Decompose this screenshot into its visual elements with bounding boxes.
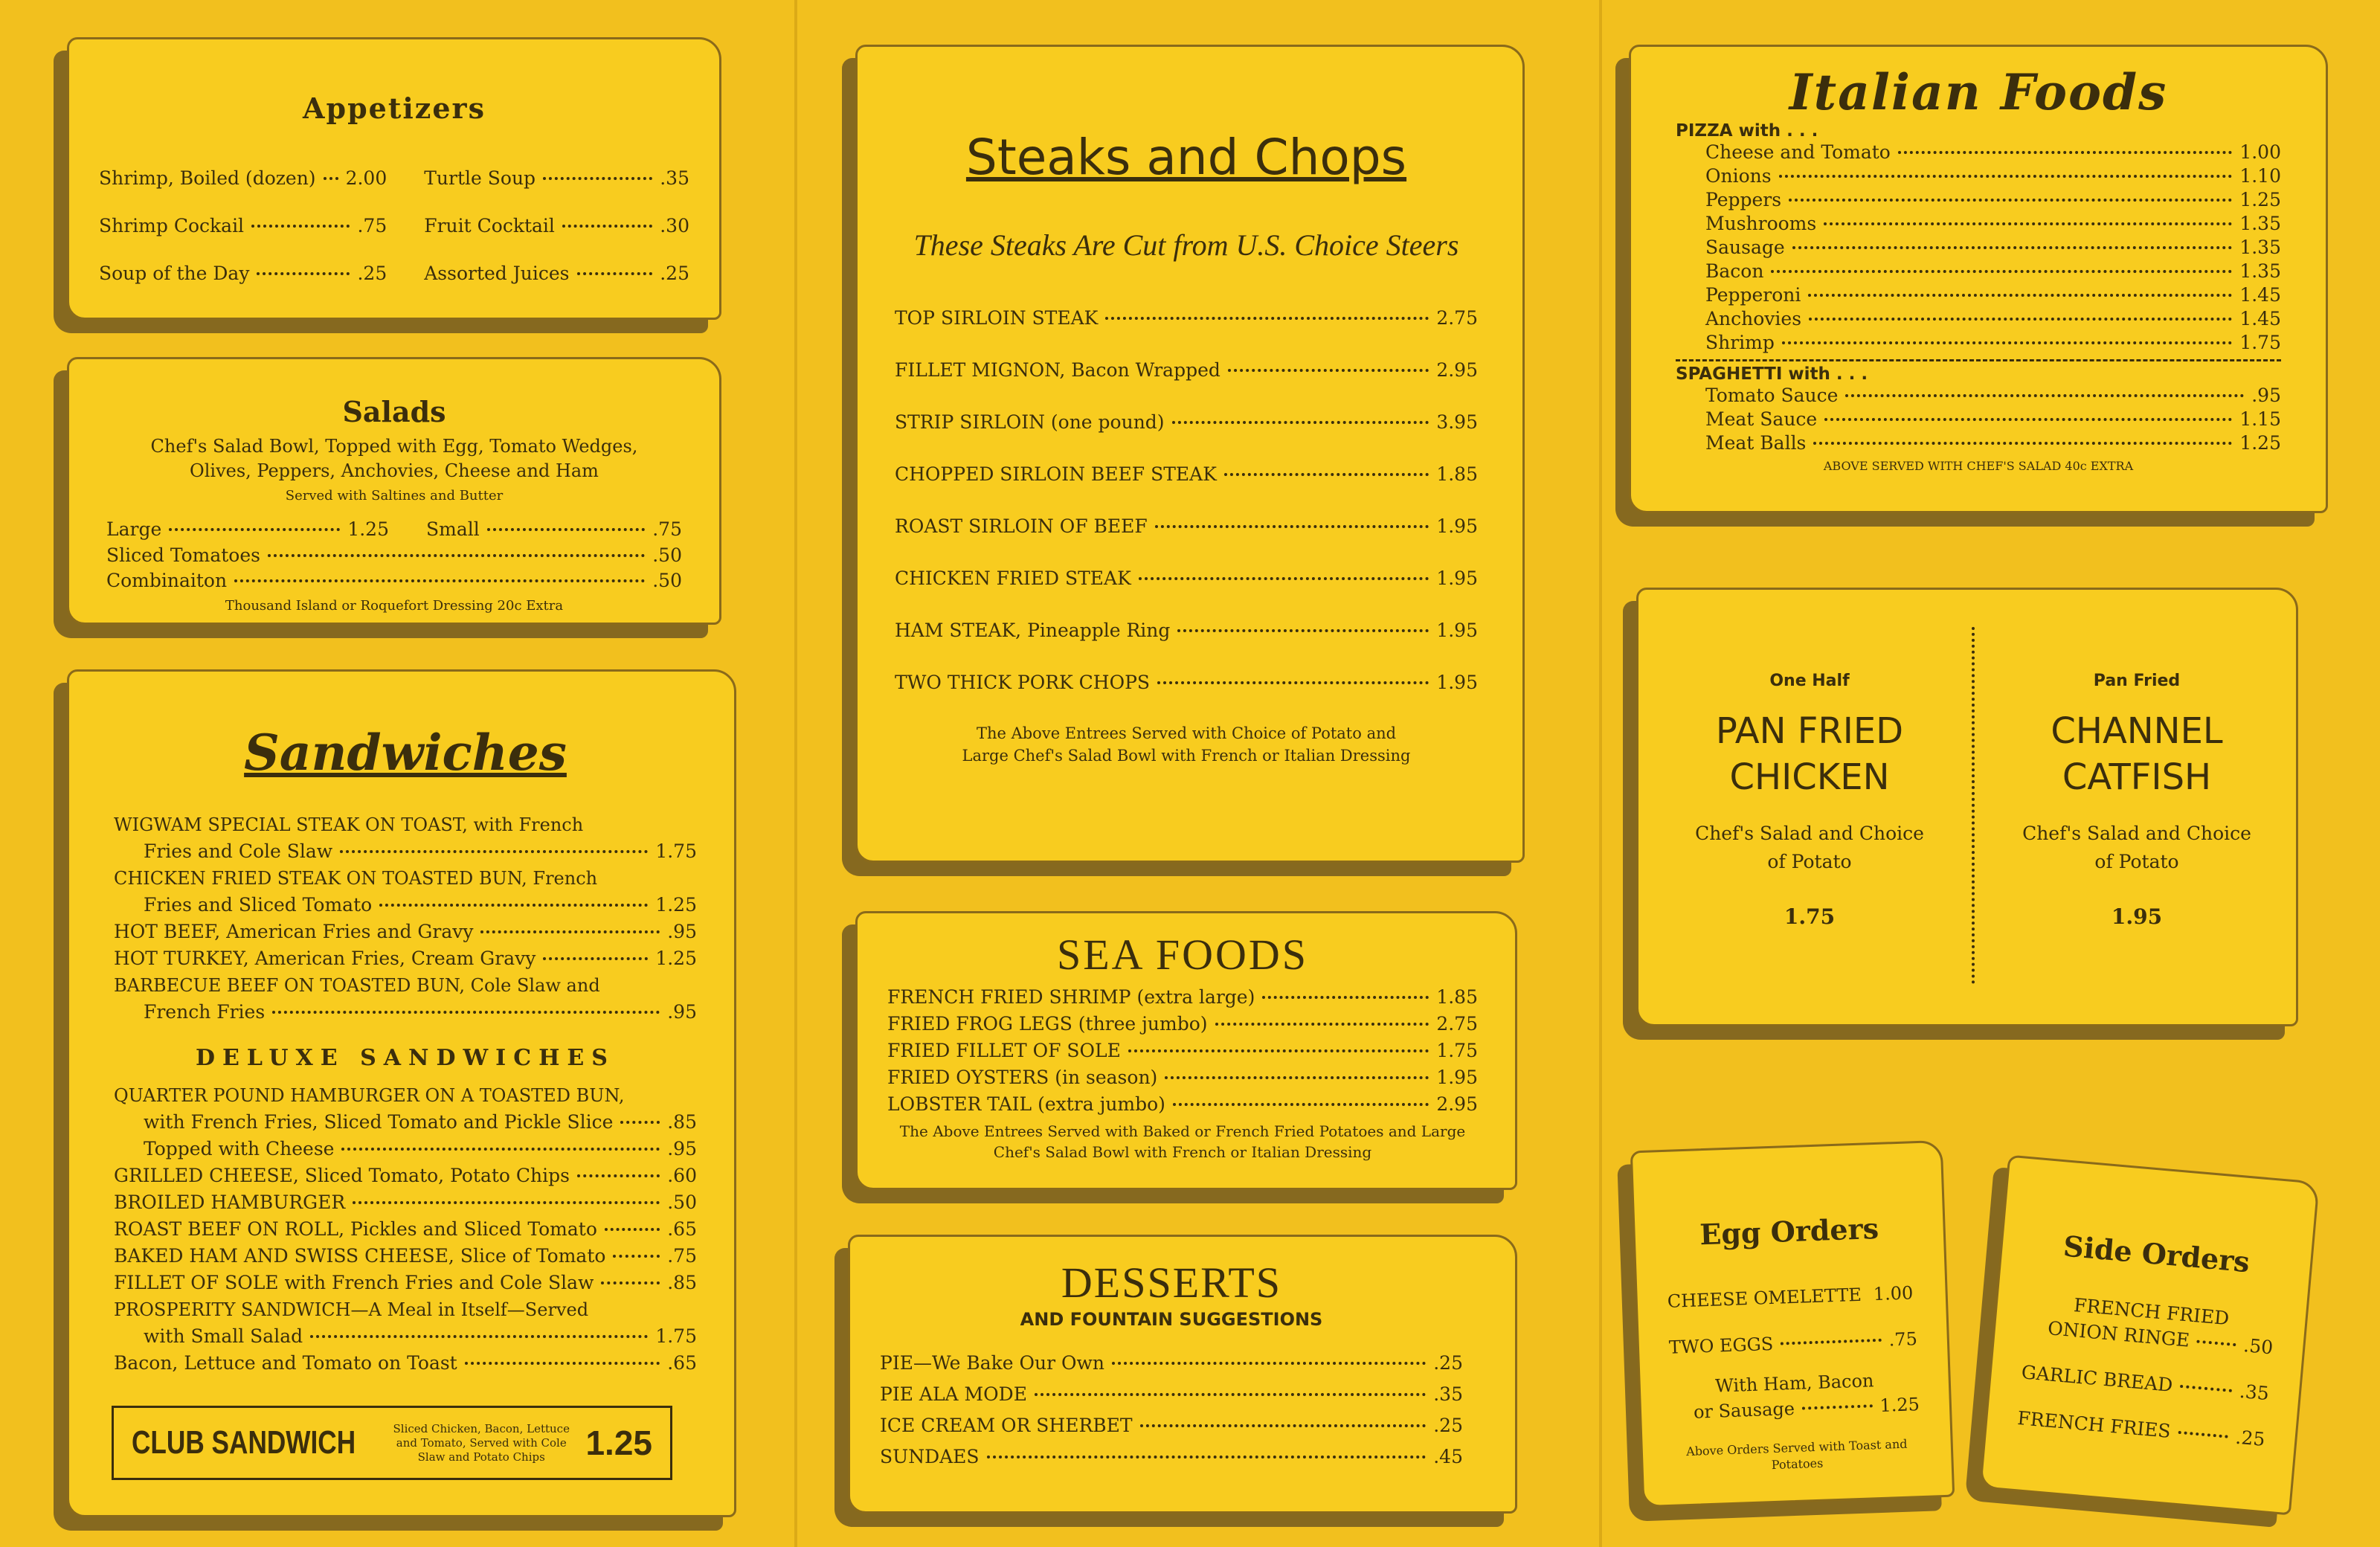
salads-panel xyxy=(67,357,721,625)
menu-item-cont: Topped with Cheese .95 xyxy=(144,1138,697,1160)
menu-item: Cheese and Tomato 1.00 xyxy=(1705,141,2281,163)
club-sandwich-description: Sliced Chicken, Bacon, Lettuce and Tomato, Served with Cole Slaw and Potato Chips xyxy=(393,1421,570,1464)
menu-item: BAKED HAM AND SWISS CHEESE, Slice of Tomato .75 xyxy=(114,1245,697,1267)
menu-item: PROSPERITY SANDWICH—A Meal in Itself—Served xyxy=(114,1299,589,1320)
salads-title: Salads xyxy=(342,395,446,428)
menu-item: HOT TURKEY, American Fries, Cream Gravy 1.25 xyxy=(114,948,697,969)
menu-item: PIE ALA MODE .35 xyxy=(880,1383,1463,1405)
ham-bacon-line: With Ham, Bacon xyxy=(1714,1370,1874,1397)
menu-item: TOP SIRLOIN STEAK 2.75 xyxy=(895,307,1478,329)
menu-item: FRENCH FRIED SHRIMP (extra large) 1.85 xyxy=(887,986,1478,1008)
menu-item: Mushrooms 1.35 xyxy=(1705,213,2281,234)
steaks-list xyxy=(895,292,1478,709)
menu-item: HOT BEEF, American Fries and Gravy .95 xyxy=(114,921,697,942)
menu-item: Tomato Sauce .95 xyxy=(1705,385,2281,406)
menu-item: TWO THICK PORK CHOPS 1.95 xyxy=(895,672,1478,693)
menu-item: CHOPPED SIRLOIN BEEF STEAK 1.85 xyxy=(895,463,1478,485)
menu-item: Combinaiton .50 xyxy=(106,570,682,591)
menu-item: Bacon, Lettuce and Tomato on Toast .65 xyxy=(114,1352,697,1374)
menu-item: ICE CREAM OR SHERBET .25 xyxy=(880,1415,1463,1436)
fold-line xyxy=(1599,0,1602,1547)
menu-item: Soup of the Day .25 xyxy=(99,263,387,284)
menu-item-cont: Fries and Cole Slaw 1.75 xyxy=(144,840,697,862)
menu-item: BROILED HAMBURGER .50 xyxy=(114,1191,697,1213)
italian-note: ABOVE SERVED WITH CHEF'S SALAD 40c EXTRA xyxy=(1823,459,2134,473)
menu-item-cont: with French Fries, Sliced Tomato and Pickle Slice .85 xyxy=(144,1111,697,1133)
menu-item: Assorted Juices .25 xyxy=(424,263,689,284)
desserts-title: DESSERTS xyxy=(1061,1258,1282,1307)
menu-item: Fruit Cocktail .30 xyxy=(424,215,689,237)
seafoods-title: SEA FOODS xyxy=(1056,930,1309,979)
egg-orders-panel xyxy=(1630,1140,1955,1508)
side-orders-panel xyxy=(1979,1155,2320,1516)
club-sandwich-box xyxy=(112,1406,672,1480)
menu-item: Peppers 1.25 xyxy=(1705,189,2281,210)
menu-item: Turtle Soup .35 xyxy=(424,167,689,189)
menu-item: Meat Balls 1.25 xyxy=(1705,432,2281,454)
menu-item: WIGWAM SPECIAL STEAK ON TOAST, with French xyxy=(114,814,584,835)
egg-orders-title: Egg Orders xyxy=(1699,1211,1879,1252)
menu-item: PIE—We Bake Our Own .25 xyxy=(880,1352,1463,1374)
menu-item: GRILLED CHEESE, Sliced Tomato, Potato Chips .60 xyxy=(114,1165,697,1186)
menu-item: Sausage 1.35 xyxy=(1705,237,2281,258)
appetizers-right-column xyxy=(424,155,689,298)
pan-fried-chicken: One Half PAN FRIED CHICKEN Chef's Salad and Choice of Potato 1.75 xyxy=(1695,672,1924,929)
menu-item: Onions 1.10 xyxy=(1705,165,2281,187)
menu-item: FILLET OF SOLE with French Fries and Cole Slaw .85 xyxy=(114,1272,697,1293)
menu-item-cont: French Fries .95 xyxy=(144,1001,697,1023)
steaks-subtitle: These Steaks Are Cut from U.S. Choice Steers xyxy=(913,228,1459,262)
menu-item: CHICKEN FRIED STEAK 1.95 xyxy=(895,567,1478,589)
menu-item: Shrimp, Boiled (dozen) 2.00 xyxy=(99,167,387,189)
menu-item: FRENCH FRIES .25 xyxy=(2016,1407,2266,1451)
specials-divider xyxy=(1972,627,1975,984)
menu-item: Small .75 xyxy=(426,518,682,540)
italian-panel xyxy=(1629,45,2328,513)
menu-item: FRIED FROG LEGS (three jumbo) 2.75 xyxy=(887,1013,1478,1035)
menu-item: FILLET MIGNON, Bacon Wrapped 2.95 xyxy=(895,359,1478,381)
seafoods-note: The Above Entrees Served with Baked or French Fried Potatoes and Large Chef's Salad Bowl with French or Italian Dressing xyxy=(899,1122,1466,1161)
spaghetti-label: SPAGHETTI with . . . xyxy=(1676,359,2281,384)
menu-item: FRIED OYSTERS (in season) 1.95 xyxy=(887,1067,1478,1088)
menu-item: FRIED FILLET OF SOLE 1.75 xyxy=(887,1040,1478,1061)
appetizers-panel xyxy=(67,37,721,320)
onion-rings-line: FRENCH FRIED xyxy=(2073,1294,2231,1330)
steaks-note: The Above Entrees Served with Choice of Potato and Large Chef's Salad Bowl with French or Italian Dressing xyxy=(962,724,1411,765)
menu-item: or Sausage 1.25 xyxy=(1693,1394,1920,1423)
menu-item: Anchovies 1.45 xyxy=(1705,308,2281,329)
spaghetti-list xyxy=(1676,384,2281,455)
menu-item: ROAST BEEF ON ROLL, Pickles and Sliced Tomato .65 xyxy=(114,1218,697,1240)
club-sandwich-price: 1.25 xyxy=(585,1424,652,1462)
sandwiches-title: Sandwiches xyxy=(244,724,567,782)
appetizers-title: Appetizers xyxy=(303,91,486,125)
menu-item: Large 1.25 xyxy=(106,518,389,540)
menu-item: ROAST SIRLOIN OF BEEF 1.95 xyxy=(895,515,1478,537)
salads-dressing-note: Thousand Island or Roquefort Dressing 20c Extra xyxy=(225,598,564,614)
menu-item: HAM STEAK, Pineapple Ring 1.95 xyxy=(895,620,1478,641)
pizza-list xyxy=(1676,141,2281,355)
menu-item: Shrimp Cockail .75 xyxy=(99,215,387,237)
channel-catfish: Pan Fried CHANNEL CATFISH Chef's Salad and Choice of Potato 1.95 xyxy=(2022,672,2251,929)
appetizers-left-column xyxy=(99,155,387,298)
menu-item: Meat Sauce 1.15 xyxy=(1705,408,2281,430)
desserts-panel xyxy=(848,1235,1517,1514)
menu-item: Bacon 1.35 xyxy=(1705,260,2281,282)
sandwiches-panel xyxy=(67,669,736,1517)
salads-served-note: Served with Saltines and Butter xyxy=(285,488,504,504)
fold-line xyxy=(794,0,797,1547)
menu-item: CHICKEN FRIED STEAK ON TOASTED BUN, French xyxy=(114,868,598,889)
menu-item: QUARTER POUND HAMBURGER ON A TOASTED BUN, xyxy=(114,1085,625,1106)
desserts-subtitle: AND FOUNTAIN SUGGESTIONS xyxy=(1020,1309,1323,1330)
seafoods-list xyxy=(887,984,1478,1118)
egg-orders-note: Above Orders Served with Toast and Potatoes xyxy=(1685,1436,1908,1473)
menu-item: STRIP SIRLOIN (one pound) 3.95 xyxy=(895,411,1478,433)
side-orders-title: Side Orders xyxy=(2062,1229,2251,1279)
desserts-list xyxy=(880,1348,1463,1473)
menu-item: BARBECUE BEEF ON TOASTED BUN, Cole Slaw and xyxy=(114,975,600,996)
salad-size-row xyxy=(106,516,682,543)
menu-item: TWO EGGS .75 xyxy=(1668,1328,1918,1358)
sandwiches-list xyxy=(114,811,697,1377)
club-sandwich-name: CLUB SANDWICH xyxy=(132,1424,356,1461)
menu-item: CHEESE OMELETTE 1.00 xyxy=(1667,1282,1914,1312)
deluxe-sandwiches-title: DELUXE SANDWICHES xyxy=(196,1045,615,1071)
salads-description: Chef's Salad Bowl, Topped with Egg, Tomato Wedges, Olives, Peppers, Anchovies, Cheese and Ham xyxy=(150,436,638,481)
steaks-panel xyxy=(855,45,1525,863)
menu-item: SUNDAES .45 xyxy=(880,1446,1463,1467)
menu-item: LOBSTER TAIL (extra jumbo) 2.95 xyxy=(887,1093,1478,1115)
specials-panel xyxy=(1636,588,2298,1026)
menu-item: Shrimp 1.75 xyxy=(1705,332,2281,353)
menu-item: Sliced Tomatoes .50 xyxy=(106,544,682,566)
steaks-title: Steaks and Chops xyxy=(965,129,1407,186)
menu-item: GARLIC BREAD .35 xyxy=(2020,1361,2271,1405)
menu-item: ONION RINGE .50 xyxy=(2047,1317,2274,1359)
menu-item-cont: Fries and Sliced Tomato 1.25 xyxy=(144,894,697,916)
pizza-label: PIZZA with . . . xyxy=(1676,121,1818,141)
italian-title: Italian Foods xyxy=(1789,63,2168,121)
menu-item-cont: with Small Salad 1.75 xyxy=(144,1325,697,1347)
menu-item: Pepperoni 1.45 xyxy=(1705,284,2281,306)
seafoods-panel xyxy=(855,911,1517,1190)
